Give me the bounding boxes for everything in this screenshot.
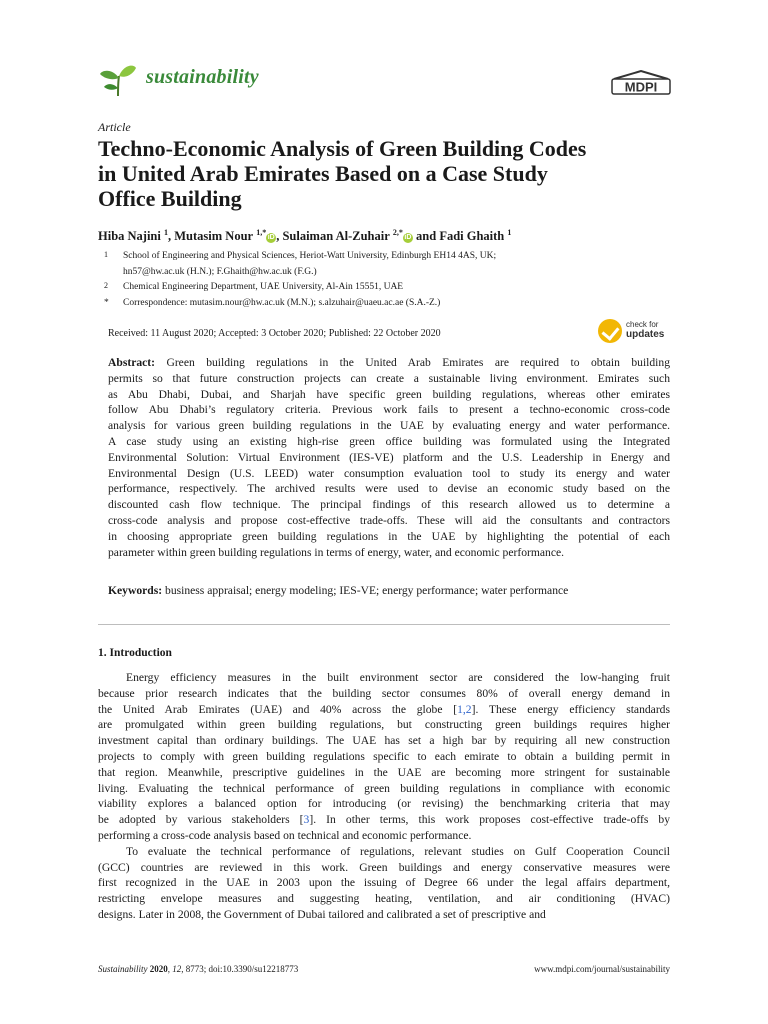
intro-line: To evaluate the technical performance of regulations, relevant studies on Gulf Cooperation Council bbox=[126, 844, 670, 858]
abstract-line: Abstract: Green building regulations in the United Arab Emirates are required to obtain building bbox=[108, 356, 670, 369]
citation-link[interactable]: 1,2 bbox=[457, 702, 472, 716]
abstract-line: cross-code analysis and propose cost-effective trade-offs. These will aid the consultants and contractors bbox=[108, 513, 670, 527]
section-heading-introduction: 1. Introduction bbox=[98, 647, 172, 659]
affiliation-text[interactable]: hn57@hw.ac.uk (H.N.); F.Ghaith@hw.ac.uk (F.G.) bbox=[123, 266, 317, 277]
mdpi-logo-text: MDPI bbox=[624, 79, 658, 95]
intro-line: living. Evaluating the technical performance of green building regulations in compliance with economic bbox=[98, 781, 670, 795]
leaf-icon bbox=[98, 60, 138, 100]
keywords bbox=[108, 584, 670, 597]
affiliation-mark: 2 bbox=[104, 281, 108, 290]
abstract-line: performance, respectively. The archived results were used to devise an economic study based on the bbox=[108, 482, 670, 496]
footer-journal: Sustainability bbox=[98, 964, 148, 974]
orcid-icon[interactable]: iD bbox=[267, 234, 275, 242]
intro-line: (GCC) countries are reviewed in this work. Green buildings and energy conservative measures were bbox=[98, 860, 670, 874]
checkmark-icon bbox=[598, 319, 622, 343]
abstract-line: discounted cash flow technique. The principal findings of this research allowed us to determine a bbox=[108, 498, 670, 512]
mdpi-logo bbox=[610, 70, 672, 96]
affiliation-text: School of Engineering and Physical Sciences, Heriot-Watt University, Edinburgh EH14 4AS, UK; bbox=[123, 251, 497, 261]
intro-line: performing a cross-code analysis based on technical and economic performance. bbox=[98, 828, 472, 842]
abstract-line: permits so that future construction projects can create a sustainable living environment. Emirates such bbox=[108, 371, 670, 385]
author-affil-mark: 1 bbox=[507, 228, 512, 237]
intro-line: Energy efficiency measures in the built environment sector are considered the low-hanging fruit bbox=[126, 671, 670, 684]
abstract-line: parameter within green building regulations in terms of energy, water, and economic performance. bbox=[108, 545, 565, 559]
abstract bbox=[108, 355, 670, 560]
orcid-icon[interactable]: iD bbox=[404, 234, 412, 242]
journal-url[interactable]: www.mdpi.com/journal/sustainability bbox=[534, 964, 670, 974]
section-divider bbox=[98, 624, 670, 625]
publication-dates: Received: 11 August 2020; Accepted: 3 October 2020; Published: 22 October 2020 bbox=[108, 328, 441, 339]
citation-footer: Sustainability 2020, 12, 8773; doi:10.3390/su12218773 bbox=[98, 964, 299, 974]
affiliation-item bbox=[98, 249, 678, 265]
affiliation-item bbox=[98, 280, 678, 296]
abstract-line: in choosing appropriate green building regulations in the UAE by highlighting the potential of each bbox=[108, 529, 670, 543]
author-name[interactable]: Sulaiman Al-Zuhair bbox=[282, 229, 390, 244]
citation-link[interactable]: 3 bbox=[303, 813, 310, 827]
affiliation-item bbox=[98, 265, 678, 281]
article-title bbox=[98, 136, 688, 211]
abstract-line: A case study using an existing high-rise green office building was formulated using the Integrated bbox=[108, 434, 670, 448]
affiliation-mark: 1 bbox=[104, 250, 108, 259]
intro-line: viability explores a balanced option for introducing (or revising) the benchmarking criteria that may bbox=[98, 797, 670, 811]
intro-line: that region. Meanwhile, prescriptive guidelines in the UAE are becoming more stringent for sustainable bbox=[98, 765, 670, 779]
author-name[interactable]: Fadi Ghaith bbox=[439, 229, 505, 244]
correspondence-text[interactable]: Correspondence: mutasim.nour@hw.ac.uk (M.N.); s.alzuhair@uaeu.ac.ae (S.A.-Z.) bbox=[123, 297, 441, 308]
check-updates-line2: updates bbox=[626, 329, 665, 340]
footer-doi: , 8773; doi:10.3390/su12218773 bbox=[181, 964, 299, 974]
title-line: Office Building bbox=[98, 186, 242, 211]
keywords-label: Keywords: bbox=[108, 584, 163, 597]
title-line: Techno-Economic Analysis of Green Building Codes bbox=[98, 136, 587, 161]
affiliation-text: Chemical Engineering Department, UAE University, Al-Ain 15551, UAE bbox=[123, 282, 404, 292]
introduction-body bbox=[98, 670, 670, 923]
abstract-line: as Abu Dhabi, Dubai, and Sharjah have specific green building regulations, whereas other emirates bbox=[108, 387, 670, 401]
abstract-label: Abstract: bbox=[108, 356, 156, 369]
intro-line: first recognized in the UAE in 2003 upon the issuing of Degree 66 under the legal affairs department, bbox=[98, 876, 670, 890]
intro-line: are promulgated within green building regulations, but constructing green buildings requires higher bbox=[98, 718, 670, 732]
check-updates-line1: check for bbox=[626, 320, 659, 329]
title-line: in United Arab Emirates Based on a Case Study bbox=[98, 161, 548, 186]
article-type: Article bbox=[98, 120, 131, 134]
abstract-line: follow Abu Dhabi’s regulatory criteria. Previous work fails to present a techno-economic cross-code bbox=[108, 403, 670, 417]
intro-line: designs. Later in 2008, the Government of Dubai tailored and calibrated a set of prescriptive and bbox=[98, 907, 546, 921]
author-affil-mark: 1 bbox=[164, 228, 168, 237]
correspondence-item bbox=[98, 296, 678, 312]
author-name[interactable]: Hiba Najini bbox=[98, 229, 161, 244]
keywords-text: business appraisal; energy modeling; IES-VE; energy performance; water performance bbox=[165, 584, 569, 597]
intro-line: because prior research indicates that the building sector consumes 80% of overall energy demand in bbox=[98, 686, 670, 700]
author-affil-mark: 1,* bbox=[256, 228, 267, 237]
abstract-line: analysis for various green building regulations in the UAE by evaluating energy and water performance. bbox=[108, 419, 670, 433]
footer-year: 2020 bbox=[149, 964, 168, 974]
intro-line: projects to comply with green building regulations specific to each emirate to obtain a building permit in bbox=[98, 749, 670, 763]
author-name[interactable]: Mutasim Nour bbox=[174, 229, 254, 244]
author-list: Hiba Najini $^1$, Mutasim Nour $^{1,*}$iD , Sulaiman Al-Zuhair $^{2,*}$iD and Fadi Ghaith $^1$ bbox=[98, 228, 512, 244]
intro-line: be adopted by various stakeholders [3]. In other terms, this work proposes cost-effective trade-offs by bbox=[98, 813, 671, 827]
footer-volume: 12 bbox=[172, 964, 182, 974]
abstract-line: Environmental Design (U.S. LEED) water consumption evaluation tool to study its energy and water bbox=[108, 466, 670, 480]
correspondence-mark: * bbox=[104, 297, 109, 308]
author-affil-mark: 2,* bbox=[392, 228, 403, 237]
affiliations bbox=[98, 249, 678, 311]
journal-name: sustainability bbox=[146, 66, 259, 88]
check-for-updates-badge[interactable] bbox=[598, 318, 670, 344]
intro-line: restricting envelope measures and suggesting heating, ventilation, and air conditioning (HVAC) bbox=[98, 892, 670, 906]
abstract-line: Environmental Solution: Virtual Environment (IES-VE) platform and the U.S. Leadership in Energy and bbox=[108, 450, 670, 464]
intro-line: the United Arab Emirates (UAE) and 40% across the globe [1,2]. These energy efficiency standards bbox=[98, 702, 670, 716]
intro-line: investment capital than ordinary buildings. The UAE has set a high bar by requiring all new construction bbox=[98, 734, 670, 748]
